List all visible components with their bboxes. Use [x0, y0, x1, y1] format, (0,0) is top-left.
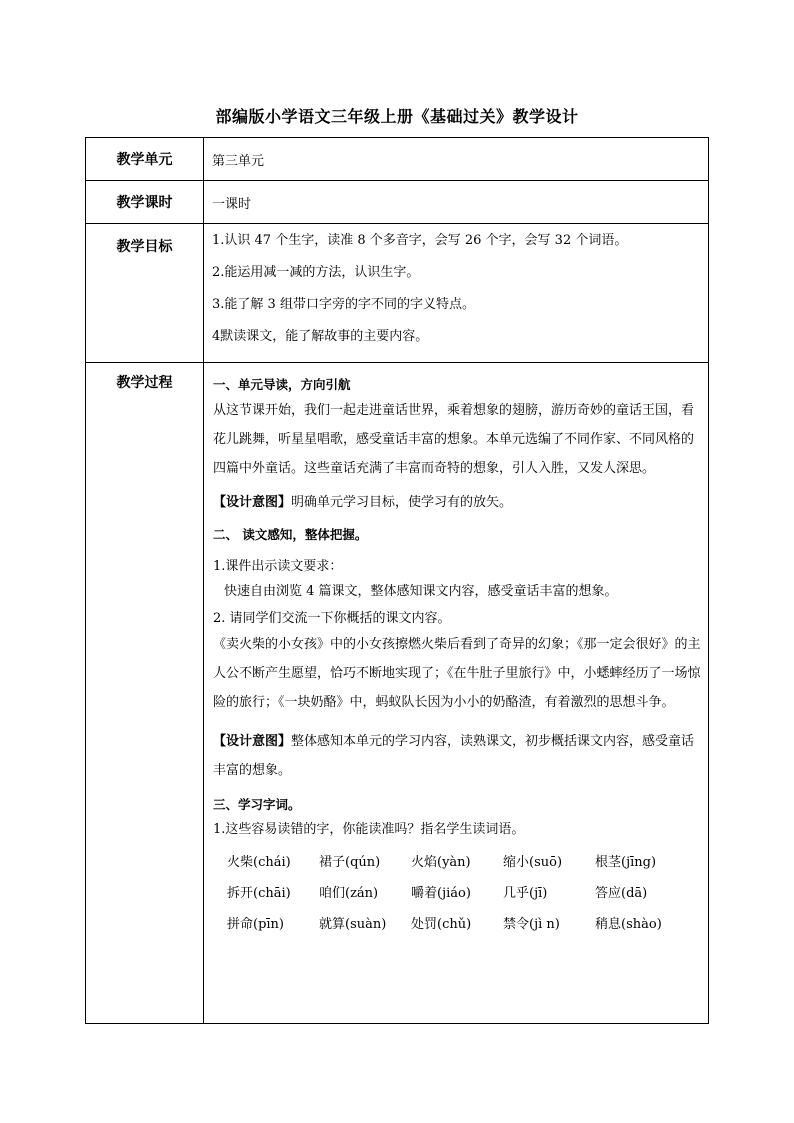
- word-item: 缩小(suō): [503, 855, 563, 870]
- goal-item: 4默读课文，能了解故事的主要内容。: [212, 329, 429, 344]
- design-intent-label: 【设计意图】: [213, 734, 292, 749]
- design-intent: [213, 492, 702, 514]
- section-paragraph: 《卖火柴的小女孩》中的小女孩擦燃火柴后看到了奇异的幻象；《那一定会很好》的主人公不断产生愿望，恰巧不断地实现了；《在牛肚子里旅行》中，小蟋蟀经历了一场惊险的旅行；《一块奶酪》中，蚂蚁队长因为小小的奶酪渣，有着激烈的思想斗争。: [213, 637, 701, 710]
- word-item: 稍息(shào): [595, 917, 662, 932]
- list-item: 2. 请同学们交流一下你概括的课文内容。: [213, 611, 451, 626]
- word-item: 处罚(chǔ): [411, 917, 472, 932]
- word-row: [213, 909, 702, 940]
- process-label: 教学过程: [86, 363, 204, 1024]
- goals-content: [204, 224, 709, 363]
- word-item: 咱们(zán): [319, 886, 379, 901]
- process-row: [86, 363, 709, 1024]
- design-intent-label: 【设计意图】: [213, 495, 292, 510]
- period-row: [86, 181, 709, 224]
- period-value: 一课时: [204, 181, 709, 224]
- unit-row: [86, 138, 709, 181]
- word-row: [213, 847, 702, 878]
- word-item: 火柴(chái): [227, 855, 291, 870]
- document-title: 部编版小学语文三年级上册《基础过关》教学设计: [215, 107, 579, 126]
- unit-value: 第三单元: [204, 138, 709, 181]
- lesson-plan-table: [85, 137, 709, 1024]
- goals-row: [86, 224, 709, 363]
- word-list: [213, 847, 702, 940]
- list-item-detail: 快速自由浏览 4 篇课文，整体感知课文内容，感受童话丰富的想象。: [224, 584, 618, 599]
- word-item: 禁令(jì n): [503, 917, 560, 932]
- word-item: 裙子(qún): [319, 855, 381, 870]
- unit-label: 教学单元: [86, 138, 204, 181]
- word-item: 拆开(chāi): [227, 886, 291, 901]
- design-intent: [213, 727, 702, 785]
- word-item: 根茎(jīng): [595, 855, 657, 870]
- section-heading: 二、 读文感知，整体把握。: [213, 527, 368, 542]
- section-heading: 三、学习字词。: [213, 797, 301, 812]
- word-item: 几乎(jī): [503, 886, 548, 901]
- design-intent-text: 整体感知本单元的学习内容，读熟课文，初步概括课文内容，感受童话丰富的想象。: [213, 734, 695, 778]
- goals-label: 教学目标: [86, 224, 204, 363]
- word-item: 就算(suàn): [319, 917, 387, 932]
- word-item: 答应(dā): [595, 886, 648, 901]
- word-row: [213, 878, 702, 909]
- goal-item: 1.认识 47 个生字，读准 8 个多音字，会写 26 个字，会写 32 个词语。: [212, 233, 628, 248]
- design-intent-text: 明确单元学习目标，使学习有的放矢。: [291, 495, 513, 510]
- list-item: 1.课件出示读文要求：: [213, 559, 343, 574]
- section-heading: 一、单元导读，方向引航: [213, 377, 351, 392]
- process-content: [204, 363, 709, 1024]
- goal-item: 3.能了解 3 组带口字旁的字不同的字义特点。: [212, 297, 475, 312]
- word-item: 火焰(yàn): [411, 855, 471, 870]
- section-paragraph: 从这节课开始，我们一起走进童话世界，乘着想象的翅膀，游历奇妙的童话王国，看花儿跳舞，听星星唱歌，感受童话丰富的想象。本单元选编了不同作家、不同风格的四篇中外童话。这些童话充满了丰富而奇特的想象，引人入胜，又发人深思。: [213, 403, 695, 476]
- goal-item: 2.能运用减一减的方法，认识生字。: [212, 265, 420, 280]
- list-item: 1.这些容易读错的字，你能读准吗？指名学生读词语。: [213, 822, 525, 837]
- period-label: 教学课时: [86, 181, 204, 224]
- word-item: 嚼着(jiáo): [411, 886, 471, 901]
- word-item: 拼命(pīn): [227, 917, 284, 932]
